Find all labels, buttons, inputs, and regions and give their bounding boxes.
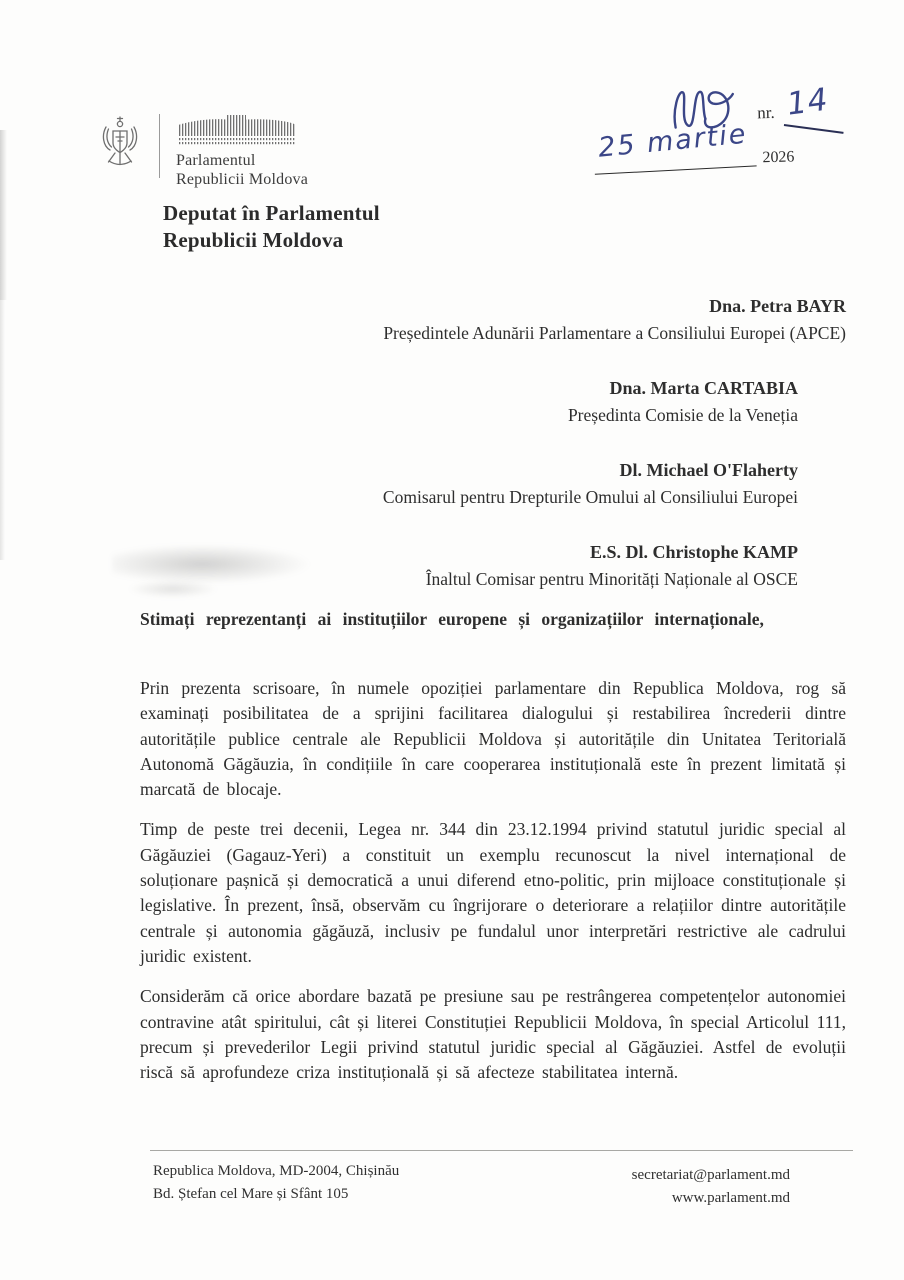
org-name-line2: Republicii Moldova	[176, 171, 309, 188]
recipient-block	[140, 457, 846, 511]
recipient-name: Dna. Marta CARTABIA	[609, 378, 798, 398]
recipients-list	[140, 293, 846, 621]
footer-email: secretariat@parlament.md	[631, 1167, 790, 1183]
recipient-block	[140, 539, 846, 593]
recipient-name: Dna. Petra BAYR	[709, 296, 846, 316]
footer-address-line2: Bd. Ștefan cel Mare și Sfânt 105	[153, 1186, 349, 1202]
footer-address-line1: Republica Moldova, MD-2004, Chișinău	[153, 1163, 400, 1179]
recipient-role: Președinta Comisie de la Veneția	[567, 405, 798, 425]
recipient-name: Dl. Michael O'Flaherty	[619, 460, 798, 480]
moldova-coat-of-arms-icon	[95, 114, 145, 172]
paragraph-3: Considerăm că orice abordare bazată pe presiune sau pe restrângerea competențelor autonomiei contravine atât spiritului, cât și literei Constituției Republicii Moldova, în special Articolul 111, precum și prevederilor Legii privind statutul juridic special al Găgăuziei. Astfel de evoluții riscă să aprofundeze criza instituțională și să afecteze stabilitatea internă.	[140, 986, 846, 1083]
footer-website: www.parlament.md	[671, 1190, 790, 1206]
salutation: Stimați reprezentanți ai instituțiilor europene și organizațiilor internaționale,	[140, 609, 764, 629]
org-name-line1: Parlamentul	[176, 152, 256, 169]
letterhead	[95, 112, 308, 189]
sender-title-line2: Republicii Moldova	[163, 228, 344, 252]
handwritten-nr-value: 14	[784, 81, 831, 123]
recipient-role: Comisarul pentru Drepturile Omului al Consiliului Europei	[382, 487, 798, 507]
handwritten-date: 25 martie	[596, 118, 749, 164]
footer-contacts	[632, 1164, 790, 1210]
paragraph-1: Prin prezenta scrisoare, în numele opoziției parlamentare din Republica Moldova, rog să examinați posibilitatea de a sprijini facilitarea dialogului și restabilirea încrederii dintre autoritățile publice centrale ale Republicii Moldova și autoritățile din Unitatea Teritorială Autonomă Găgăuzia, în condițiile în care cooperarea instituțională este în prezent limitată și marcată de blocaje.	[140, 678, 846, 800]
registration-block	[579, 82, 892, 200]
sender-title-line1: Deputat în Parlamentul	[163, 201, 380, 225]
scan-edge-streak	[0, 300, 5, 560]
scan-edge-streak	[0, 130, 7, 300]
parliament-building-icon	[176, 112, 298, 146]
nr-label: nr.	[757, 102, 775, 123]
recipient-name: E.S. Dl. Christophe KAMP	[589, 542, 798, 562]
nr-underline	[784, 124, 844, 134]
footer-address	[153, 1160, 399, 1206]
recipient-role: Președintele Adunării Parlamentare a Consiliului Europei (APCE)	[383, 323, 846, 343]
recipient-block	[140, 293, 846, 347]
paragraph-2: Timp de peste trei decenii, Legea nr. 344 din 23.12.1994 privind statutul juridic special al Găgăuziei (Gagauz-Yeri) a constituit un exemplu recunoscut la nivel internațional de soluționare pașnică și democratică a unui diferend etno-politic, prin mijloace constituționale și legislative. În prezent, însă, observăm cu îngrijorare o deteriorare a relațiilor dintre autoritățile centrale și autonomia găgăuză, inclusiv pe fundalul unor interpretări restrictive ale cadrului juridic existent.	[140, 819, 846, 966]
date-underline	[595, 165, 757, 174]
year-label: 2026	[762, 148, 795, 167]
sender-title	[163, 200, 380, 254]
recipient-block	[140, 375, 846, 429]
letter-body	[140, 676, 846, 1100]
footer-divider	[150, 1150, 853, 1151]
recipient-role: Înaltul Comisar pentru Minorități Naționale al OSCE	[425, 569, 798, 589]
letterhead-divider	[159, 114, 160, 178]
